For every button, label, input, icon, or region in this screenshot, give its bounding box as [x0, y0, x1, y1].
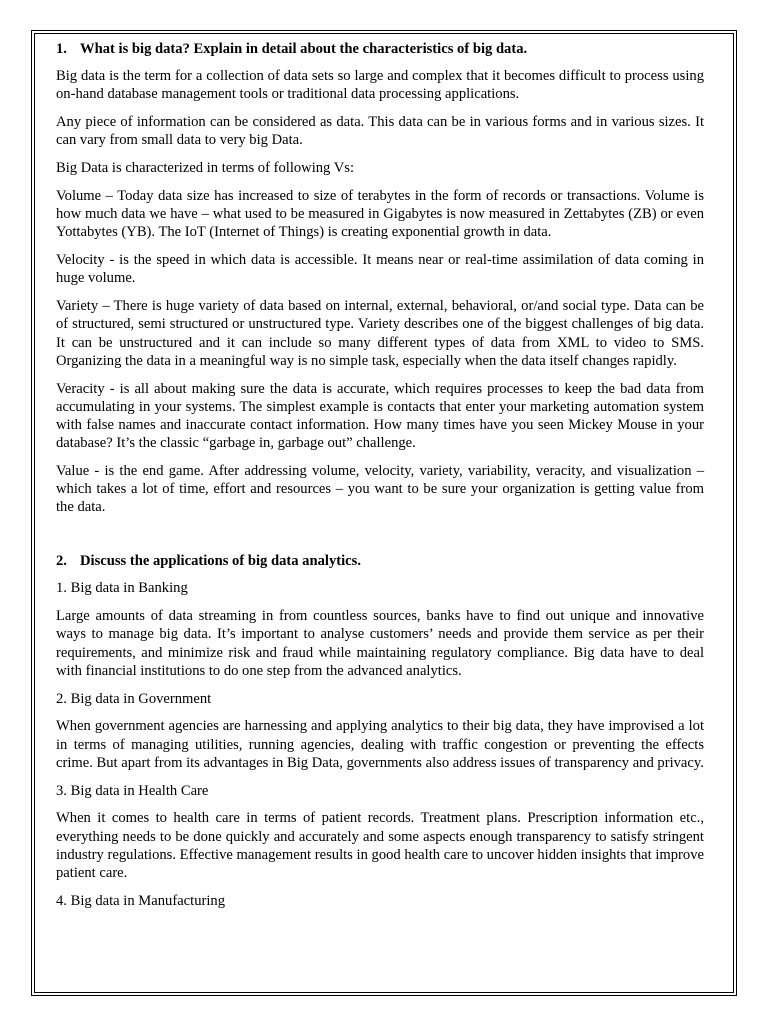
paragraph-veracity: Veracity - is all about making sure the data is accurate, which requires processes to keep the bad data from accumulating in your systems. The simplest example is contacts that enter your marketing automation system with false names and inaccurate contact information. How many times have you seen Mickey Mouse in your database? It’s the classic “garbage in, garbage out” challenge. [56, 380, 704, 452]
application-text-government: When government agencies are harnessing and applying analytics to their big data, they have improvised a lot in terms of managing utilities, running agencies, dealing with traffic congestion or preventing the effects crime. But apart from its advantages in Big Data, governments also address issues of transparency and privacy. [56, 718, 704, 771]
question-2-title: Discuss the applications of big data analytics. [80, 553, 361, 570]
paragraph-data-forms: Any piece of information can be considered as data. This data can be in various forms and in various sizes. It can vary from small data to very big Data. [56, 114, 704, 149]
application-heading-government: 2. Big data in Government [56, 690, 212, 707]
application-heading-health-care: 3. Big data in Health Care [56, 782, 209, 799]
question-2-heading [56, 552, 704, 570]
application-text-health-care: When it comes to health care in terms of patient records. Treatment plans. Prescription information etc., everything needs to be done quickly and accurately and some aspects enough transparency to satisfy stringent industry regulations. Effective management results in good health care to uncover hidden insights that improve patient care. [56, 810, 704, 882]
question-1-heading [56, 40, 704, 58]
question-2-number: 2. [56, 553, 67, 570]
paragraph-value: Value - is the end game. After addressing volume, velocity, variety, variability, veracity, and visualization – which takes a lot of time, effort and resources – you want to be sure your organization is getting value from the data. [56, 463, 704, 516]
paragraph-variety: Variety – There is huge variety of data based on internal, external, behavioral, or/and social type. Data can be of structured, semi structured or unstructured type. Variety describes one of the biggest challenges of big data. It can be unstructured and it can include so many different types of data from XML to video to SMS. Organizing the data in a meaningful way is no simple task, especially when the data itself changes rapidly. [56, 298, 704, 369]
application-text-banking: Large amounts of data streaming in from countless sources, banks have to find out unique and innovative ways to manage big data. It’s important to analyse customers’ needs and provide them service as per their requirements, and minimize risk and fraud while maintaining regulatory compliance. Big data have to deal with financial institutions to do one step from the advanced analytics. [56, 608, 704, 679]
application-heading-manufacturing: 4. Big data in Manufacturing [56, 892, 226, 909]
question-1-title: What is big data? Explain in detail about the characteristics of big data. [80, 41, 528, 57]
paragraph-velocity: Velocity - is the speed in which data is accessible. It means near or real-time assimilation of data coming in huge volume. [56, 252, 704, 287]
question-1-number: 1. [56, 41, 67, 57]
document-body [56, 40, 704, 920]
paragraph-definition: Big data is the term for a collection of data sets so large and complex that it becomes difficult to process using on-hand database management tools or traditional data processing applications. [56, 68, 704, 103]
paragraph-vs-intro: Big Data is characterized in terms of following Vs: [56, 160, 355, 177]
section-spacer [56, 526, 704, 552]
paragraph-volume: Volume – Today data size has increased to size of terabytes in the form of records or transactions. Volume is how much data we have – what used to be measured in Gigabytes is now measured in Zettabytes (ZB) or even Yottabytes (YB). The IoT (Internet of Things) is creating exponential growth in data. [56, 188, 704, 241]
application-heading-banking: 1. Big data in Banking [56, 580, 188, 597]
